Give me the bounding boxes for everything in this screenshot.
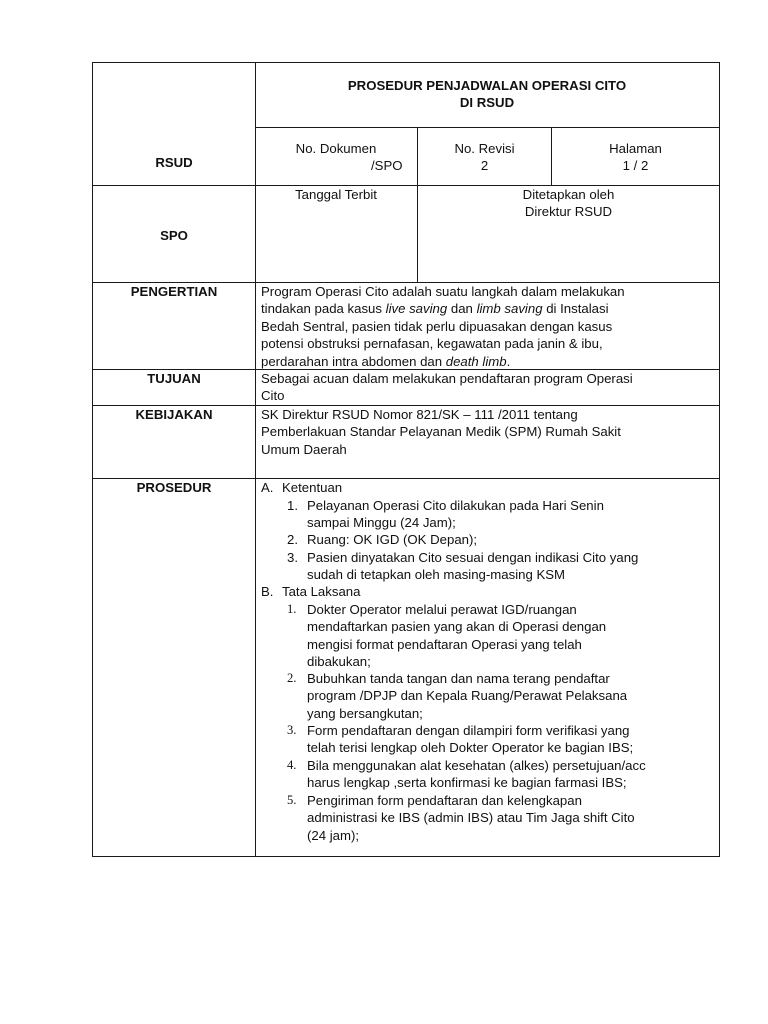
ketentuan-item3-text <box>307 549 638 584</box>
tata-laksana-item5-number: 5. <box>287 793 297 807</box>
tata-laksana-item1-line1: Dokter Operator melalui perawat IGD/ruangan <box>307 602 577 617</box>
ketentuan-item1-line1: Pelayanan Operasi Cito dilakukan pada Hari Senin <box>307 498 604 513</box>
halaman-value: 1 / 2 <box>622 158 649 173</box>
tata-laksana-item1-text <box>307 601 606 671</box>
tata-laksana-item2-number: 2. <box>287 671 297 685</box>
pengertian-line5 <box>261 354 510 369</box>
tata-laksana-item5-text <box>307 792 635 844</box>
tata-laksana-item1-line3: mengisi format pendaftaran Operasi yang telah <box>307 636 582 652</box>
death-limb-term: death limb <box>445 353 507 369</box>
table-border-bottom <box>92 856 719 857</box>
tata-laksana-item2-text <box>307 670 627 722</box>
prosedur-label: PROSEDUR <box>136 480 212 495</box>
document-title <box>256 77 718 112</box>
tata-laksana-item4-number: 4. <box>287 758 297 772</box>
pengertian-line2 <box>261 301 609 316</box>
table-border-left <box>92 62 93 857</box>
pengertian-line3: Bedah Sentral, pasien tidak perlu dipuasakan dengan kasus <box>261 318 613 334</box>
rsud-label: RSUD <box>155 155 193 170</box>
tata-laksana-item3-text <box>307 722 633 757</box>
document-title-line2: DI RSUD <box>459 95 515 111</box>
tata-laksana-item2-line3: yang bersangkutan; <box>307 705 423 721</box>
pengertian-line2-c: dan <box>447 301 477 317</box>
kebijakan-line1: SK Direktur RSUD Nomor 821/SK – 111 /2011 tentang <box>261 407 578 422</box>
no-dokumen-value: /SPO <box>371 158 403 173</box>
ketentuan-item1-number: 1. <box>287 498 298 513</box>
tata-laksana-item4-line1: Bila menggunakan alat kesehatan (alkes) persetujuan/acc <box>307 758 646 773</box>
tata-laksana-item2-line1: Bubuhkan tanda tangan dan nama terang pendaftar <box>307 671 610 686</box>
ditetapkan-line1: Ditetapkan oleh <box>522 187 615 202</box>
tata-laksana-item1-number: 1. <box>287 602 297 616</box>
tujuan-label: TUJUAN <box>147 371 201 386</box>
kebijakan-line3: Umum Daerah <box>261 441 347 457</box>
tata-laksana-marker: B. <box>261 584 274 599</box>
pengertian-line1: Program Operasi Cito adalah suatu langkah dalam melakukan <box>261 284 625 299</box>
table-border-top <box>92 62 719 63</box>
ketentuan-item2-number: 2. <box>287 532 298 547</box>
spo-label: SPO <box>160 228 188 243</box>
no-revisi-value: 2 <box>480 158 489 173</box>
ketentuan-item3-number: 3. <box>287 550 298 565</box>
tata-laksana-item3-line1: Form pendaftaran dengan dilampiri form verifikasi yang <box>307 723 630 738</box>
tata-laksana-item3-line2: telah terisi lengkap oleh Dokter Operator ke bagian IBS; <box>307 740 634 756</box>
ditetapkan-oleh <box>418 186 719 221</box>
ketentuan-marker: A. <box>261 480 274 495</box>
kebijakan-line2: Pemberlakuan Standar Pelayanan Medik (SPM) Rumah Sakit <box>261 424 621 440</box>
tujuan-line1: Sebagai acuan dalam melakukan pendaftaran program Operasi <box>261 371 633 386</box>
live-saving-term: live saving <box>385 301 448 317</box>
tata-laksana-item4-text <box>307 757 646 792</box>
tata-laksana-item1-line4: dibakukan; <box>307 654 371 670</box>
tujuan-line2: Cito <box>261 388 285 404</box>
kebijakan-text <box>261 406 621 458</box>
ditetapkan-line2: Direktur RSUD <box>524 204 613 220</box>
kebijakan-label: KEBIJAKAN <box>135 407 213 422</box>
tanggal-terbit-label: Tanggal Terbit <box>295 187 377 202</box>
pengertian-text <box>261 283 625 370</box>
tujuan-text <box>261 370 633 405</box>
tata-laksana-item5-line3: (24 jam); <box>307 827 360 843</box>
no-revisi-label: No. Revisi <box>454 141 515 156</box>
tata-laksana-item1-line2: mendaftarkan pasien yang akan di Operasi dengan <box>307 619 607 635</box>
table-border-right <box>719 62 720 857</box>
limb-saving-term: limb saving <box>476 301 543 317</box>
ketentuan-item3-line2: sudah di tetapkan oleh masing-masing KSM <box>307 567 566 583</box>
header-title-divider <box>255 127 719 128</box>
no-dokumen-label: No. Dokumen <box>295 141 377 156</box>
ketentuan-item1-line2: sampai Minggu (24 Jam); <box>307 515 456 531</box>
tata-laksana-item5-line1: Pengiriman form pendaftaran dan kelengkapan <box>307 793 582 808</box>
pengertian-line2-e: di Instalasi <box>542 301 609 317</box>
pengertian-line5-c: . <box>506 353 511 369</box>
pengertian-line4: potensi obstruksi pernafasan, kegawatan pada janin & ibu, <box>261 336 603 352</box>
halaman-label: Halaman <box>609 141 662 156</box>
tata-laksana-item3-number: 3. <box>287 723 297 737</box>
pengertian-label: PENGERTIAN <box>130 284 218 299</box>
ketentuan-item2-text: Ruang: OK IGD (OK Depan); <box>307 532 478 547</box>
tata-laksana-item5-line2: administrasi ke IBS (admin IBS) atau Tim Jaga shift Cito <box>307 810 635 826</box>
tata-laksana-item4-line2: harus lengkap ,serta konfirmasi ke bagian farmasi IBS; <box>307 775 627 791</box>
ketentuan-item1-text <box>307 497 604 532</box>
label-column-divider <box>255 62 256 857</box>
document-title-line1: PROSEDUR PENJADWALAN OPERASI CITO <box>347 78 627 93</box>
pengertian-line5-a: perdarahan intra abdomen dan <box>261 353 446 369</box>
pengertian-line2-a: tindakan pada kasus <box>261 301 386 317</box>
ketentuan-item3-line1: Pasien dinyatakan Cito sesuai dengan indikasi Cito yang <box>307 550 639 565</box>
ketentuan-title: Ketentuan <box>282 480 343 495</box>
tata-laksana-item2-line2: program /DPJP dan Kepala Ruang/Perawat Pelaksana <box>307 688 628 704</box>
tata-laksana-title: Tata Laksana <box>282 584 361 599</box>
